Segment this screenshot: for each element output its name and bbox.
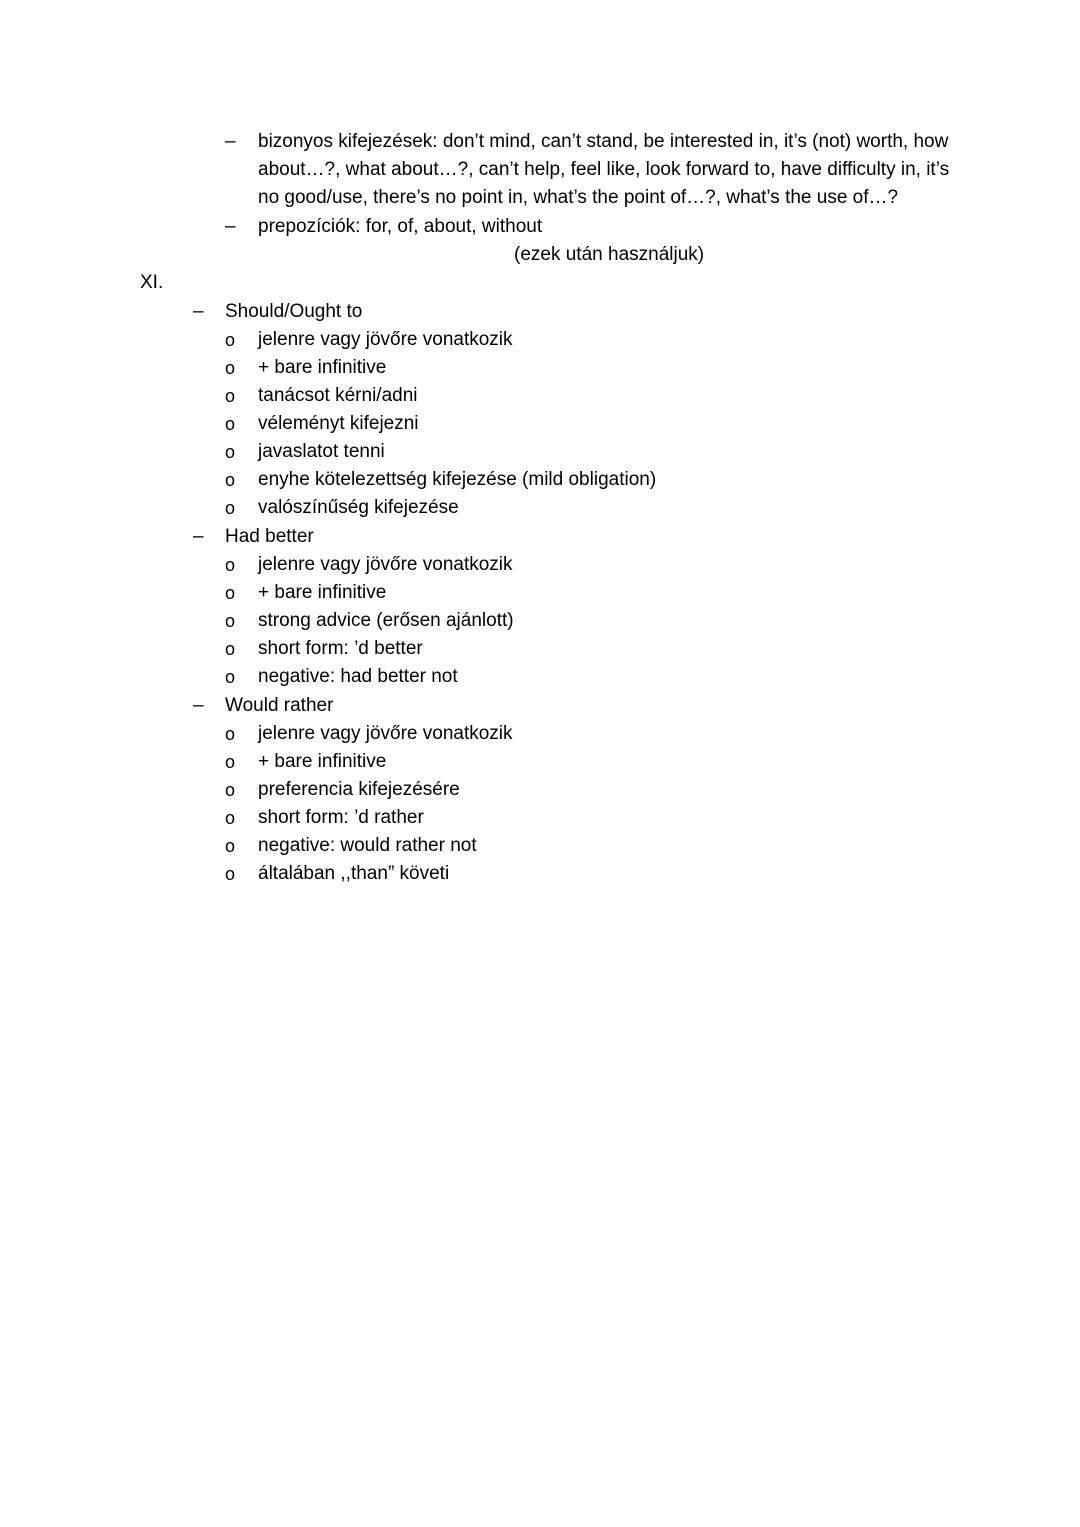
list-item: véleményt kifejezni <box>258 413 419 434</box>
circle-bullet: o <box>225 498 236 518</box>
dash-bullet: – <box>193 695 204 716</box>
dash-bullet: – <box>225 131 236 152</box>
expressions-line-1: bizonyos kifejezések: don’t mind, can’t stand, be interested in, it’s (not) worth, how <box>258 131 949 152</box>
usage-note: (ezek után használjuk) <box>514 244 705 265</box>
circle-bullet: o <box>225 442 236 462</box>
circle-bullet: o <box>225 386 236 406</box>
list-item: valószínűség kifejezése <box>258 497 459 518</box>
list-item: negative: had better not <box>258 666 458 687</box>
dash-bullet: – <box>193 301 204 322</box>
circle-bullet: o <box>225 667 236 687</box>
expressions-line-3: no good/use, there’s no point in, what’s the point of…?, what’s the use of…? <box>258 187 899 208</box>
circle-bullet: o <box>225 414 236 434</box>
dash-bullet: – <box>193 526 204 547</box>
list-item: tanácsot kérni/adni <box>258 385 418 406</box>
circle-bullet: o <box>225 724 236 744</box>
list-item: strong advice (erősen ajánlott) <box>258 610 514 631</box>
circle-bullet: o <box>225 470 236 490</box>
circle-bullet: o <box>225 611 236 631</box>
circle-bullet: o <box>225 808 236 828</box>
list-item: preferencia kifejezésére <box>258 779 460 800</box>
expressions-line-2: about…?, what about…?, can’t help, feel like, look forward to, have difficulty in, it’s <box>258 159 950 180</box>
circle-bullet: o <box>225 864 236 884</box>
dash-bullet: – <box>225 216 236 237</box>
circle-bullet: o <box>225 330 236 350</box>
circle-bullet: o <box>225 780 236 800</box>
list-item: jelenre vagy jövőre vonatkozik <box>258 554 513 575</box>
circle-bullet: o <box>225 555 236 575</box>
list-item: jelenre vagy jövőre vonatkozik <box>258 723 513 744</box>
circle-bullet: o <box>225 836 236 856</box>
group-title-would-rather: Would rather <box>225 695 334 716</box>
list-item: short form: ’d better <box>258 638 423 659</box>
circle-bullet: o <box>225 752 236 772</box>
group-title-had-better: Had better <box>225 526 314 547</box>
list-item: + bare infinitive <box>258 751 387 772</box>
list-item: short form: ’d rather <box>258 807 424 828</box>
circle-bullet: o <box>225 583 236 603</box>
circle-bullet: o <box>225 358 236 378</box>
list-item: negative: would rather not <box>258 835 477 856</box>
circle-bullet: o <box>225 639 236 659</box>
list-item: javaslatot tenni <box>258 441 385 462</box>
section-numeral: XI. <box>140 272 164 293</box>
list-item: + bare infinitive <box>258 582 387 603</box>
list-item: enyhe kötelezettség kifejezése (mild obligation) <box>258 469 657 490</box>
list-item: általában ,,than” követi <box>258 863 450 884</box>
list-item: jelenre vagy jövőre vonatkozik <box>258 329 513 350</box>
group-title-should: Should/Ought to <box>225 301 363 322</box>
prepositions-line: prepozíciók: for, of, about, without <box>258 216 543 237</box>
list-item: + bare infinitive <box>258 357 387 378</box>
